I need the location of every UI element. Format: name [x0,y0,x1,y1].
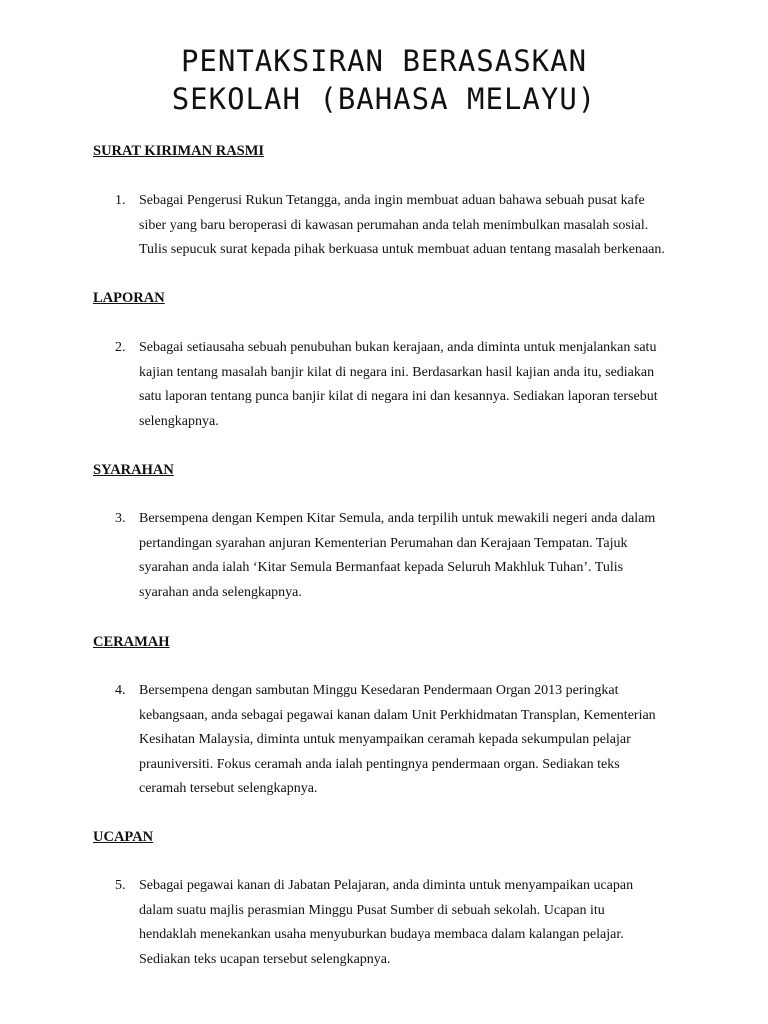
question-line: kajian tentang masalah banjir kilat di negara ini. Berdasarkan hasil kajian anda itu, sediakan [139,364,655,380]
question-number: 5. [115,878,126,893]
section-heading-syarahan: SYARAHAN [93,462,174,478]
question-line: Sebagai setiausaha sebuah penubuhan bukan kerajaan, anda diminta untuk menjalankan satu [139,340,657,355]
question-line: prauniversiti. Fokus ceramah anda ialah pentingnya pendermaan organ. Sediakan teks [139,756,620,772]
question-line: selengkapnya. [139,413,219,429]
question-text [139,874,719,972]
question-line: Bersempena dengan sambutan Minggu Kesedaran Pendermaan Organ 2013 peringkat [139,683,619,698]
question-line: Tulis sepucuk surat kepada pihak berkuasa untuk membuat aduan tentang masalah berkenaan. [139,242,665,257]
question-text [139,507,719,605]
question-number: 2. [115,340,126,355]
question-number: 3. [115,511,126,526]
section-heading-laporan: LAPORAN [93,290,165,306]
question-line: Bersempena dengan Kempen Kitar Semula, anda terpilih untuk mewakili negeri anda dalam [139,511,656,526]
question-line: Sebagai Pengerusi Rukun Tetangga, anda ingin membuat aduan bahawa sebuah pusat kafe [139,193,645,208]
question-text [139,679,719,802]
section-heading-ucapan: UCAPAN [93,829,154,845]
question-line: Sediakan teks ucapan tersebut selengkapnya. [139,951,391,967]
section-heading-surat-kiriman-rasmi: SURAT KIRIMAN RASMI [93,143,265,159]
question-line: Sebagai pegawai kanan di Jabatan Pelajaran, anda diminta untuk menyampaikan ucapan [139,878,634,893]
section-heading-ceramah: CERAMAH [93,634,170,650]
page-title-line-1: PENTAKSIRAN BERASASKAN [180,44,588,78]
question-number: 1. [115,193,126,208]
question-line: dalam suatu majlis perasmian Minggu Pusat Sumber di sebuah sekolah. Ucapan itu [139,902,605,918]
question-line: Kesihatan Malaysia, diminta untuk menyampaikan ceramah kepada sekumpulan pelajar [139,732,631,747]
question-line: siber yang baru beroperasi di kawasan perumahan anda telah menimbulkan masalah sosial. [139,217,649,233]
question-line: ceramah tersebut selengkapnya. [139,781,318,796]
page-title-line-2: SEKOLAH (BAHASA MELAYU) [171,82,597,116]
page-title [0,42,768,118]
question-line: kebangsaan, anda sebagai pegawai kanan dalam Unit Perkhidmatan Transplan, Kementerian [139,707,656,723]
question-line: hendaklah menekankan usaha menyuburkan budaya membaca dalam kalangan pelajar. [139,927,624,942]
question-text [139,189,719,263]
question-line: satu laporan tentang punca banjir kilat di negara ini dan kesannya. Sediakan laporan tersebut [139,389,658,404]
question-line: pertandingan syarahan anjuran Kementerian Perumahan dan Kerajaan Tempatan. Tajuk [139,535,628,551]
question-line: syarahan anda selengkapnya. [139,584,302,600]
question-text [139,336,719,434]
question-line: syarahan anda ialah ‘Kitar Semula Bermanfaat kepada Seluruh Makhluk Tuhan’. Tulis [139,560,624,575]
question-number: 4. [115,683,126,698]
